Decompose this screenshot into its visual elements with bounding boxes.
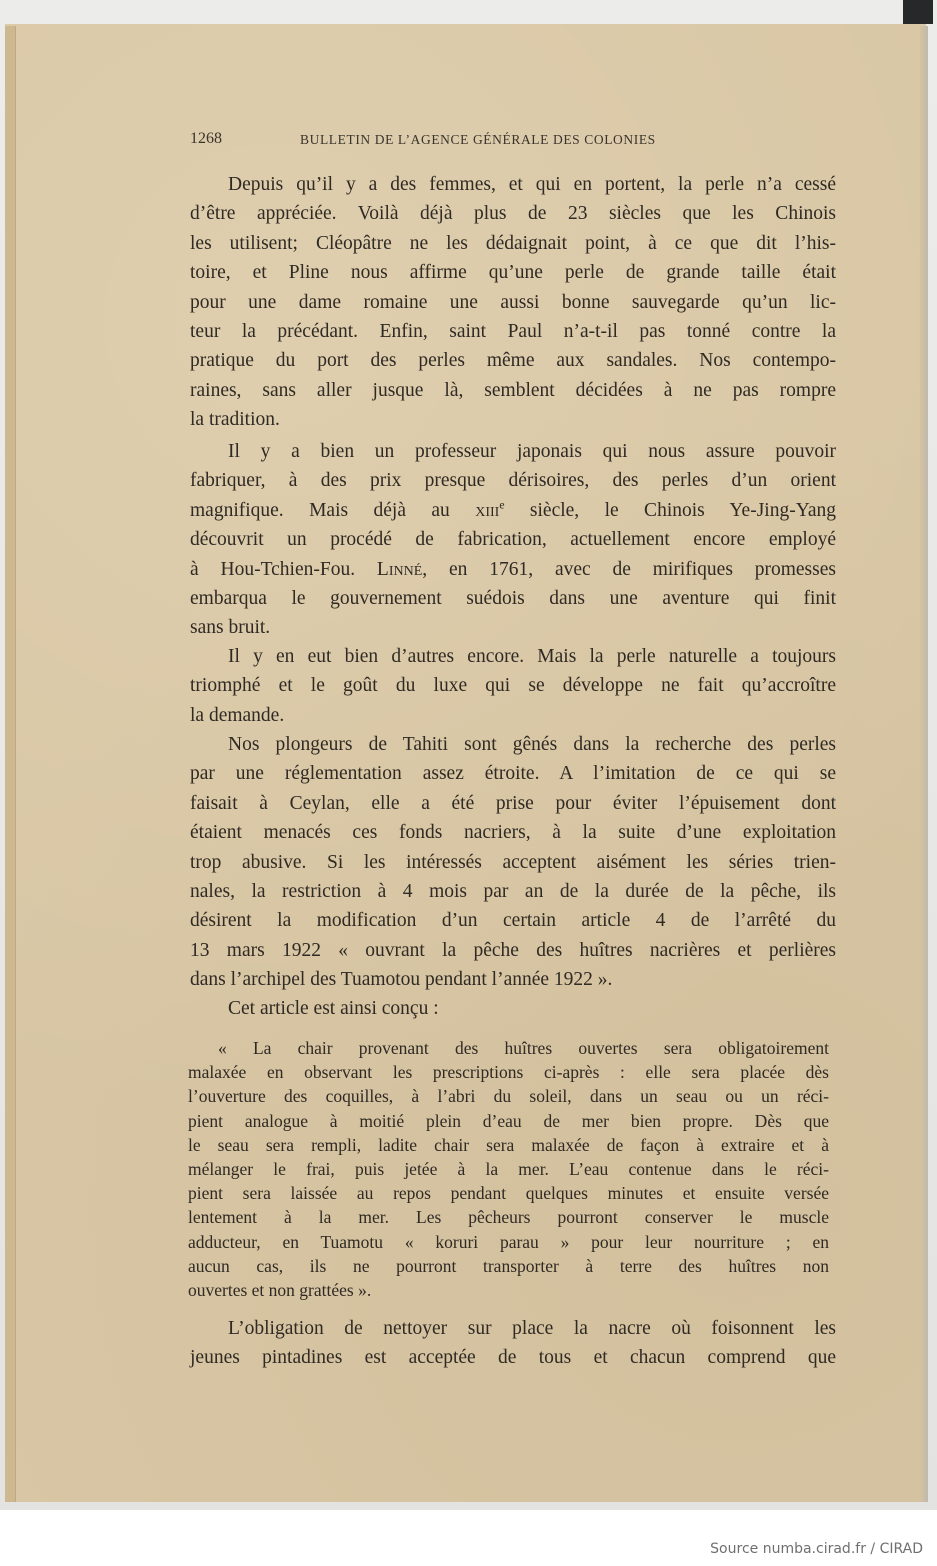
text-line: la tradition. [190,409,280,431]
text-line: ouvertes et non grattées ». [188,1279,372,1300]
paragraph-5 [190,994,836,1023]
text-line [190,496,836,525]
text-line: le seau sera rempli, ladite chair sera malaxée de façon à extraire et à [188,1134,829,1155]
text-line: lentement à la mer. Les pêcheurs pourront conserver le muscle [188,1207,829,1228]
text-line: pour une dame romaine une aussi bonne sauvegarde qu’un lic- [190,291,836,313]
text-segment: magnifique. Mais déjà au [190,499,476,521]
text-line: jeunes pintadines est acceptée de tous et chacun comprend que [190,1347,836,1369]
text-line: adducteur, en Tuamotu « koruri parau » pour leur nourriture ; en [188,1231,829,1252]
paragraph-4 [190,730,836,995]
text-line: triomphé et le goût du luxe qui se développe ne fait qu’accroître [190,675,836,697]
text-line: toire, et Pline nous affirme qu’une perle de grande taille était [190,262,836,284]
paragraph-2 [190,437,836,643]
text-line: trop abusive. Si les intéressés acceptent aisément les séries trien- [190,851,836,873]
text-line: Depuis qu’il y a des femmes, et qui en portent, la perle n’a cessé [228,174,836,195]
text-line: faisait à Ceylan, elle a été prise pour éviter l’épuisement dont [190,792,836,814]
block-quote [188,1036,829,1302]
page-edge-left [5,26,16,1502]
text-segment: à Hou-Tchien-Fou. [190,558,377,580]
text-segment: e [499,498,505,512]
page-number: 1268 [190,130,222,147]
text-line: les utilisent; Cléopâtre ne les dédaignait point, à ce que dit l’his- [190,232,836,254]
text-line: pient analogue à moitié plein d’eau de mer bien propre. Dès que [188,1110,829,1131]
scanner-edge [903,0,933,24]
text-segment: Linné [376,558,423,580]
text-line: pratique du port des perles même aux sandales. Nos contempo- [190,350,836,372]
text-segment: siècle, le Chinois Ye-Jing-Yang [504,499,836,521]
text-line: Il y a bien un professeur japonais qui nous assure pouvoir [228,441,836,462]
text-line: pient sera laissée au repos pendant quelques minutes et ensuite versée [188,1183,829,1204]
text-line: Il y en eut bien d’autres encore. Mais la perle naturelle a toujours [228,646,836,667]
text-line: par une réglementation assez étroite. A l’imitation de ce qui se [190,763,836,785]
text-line: l’ouverture des coquilles, à l’abri du soleil, dans un seau ou un réci- [188,1086,829,1107]
text-line: d’être appréciée. Voilà déjà plus de 23 siècles que les Chinois [190,203,836,225]
text-line: Cet article est ainsi conçu : [228,998,439,1019]
text-line: la demande. [190,704,285,726]
text-line: L’obligation de nettoyer sur place la nacre où foisonnent les [228,1318,836,1339]
text-segment: xiii [475,499,500,521]
text-line: embarqua le gouvernement suédois dans une aventure qui finit [190,587,836,609]
running-title: BULLETIN DE L’AGENCE GÉNÉRALE DES COLONIES [300,132,656,147]
source-credit: Source numba.cirad.fr / CIRAD [710,1541,923,1557]
text-line: « La chair provenant des huîtres ouvertes sera obligatoirement [218,1038,829,1058]
running-head [190,130,830,150]
text-line: mélanger le frai, puis jetée à la mer. L’eau contenue dans le réci- [188,1158,829,1179]
text-segment: , en 1761, avec de mirifiques promesses [422,558,836,580]
text-line: 13 mars 1922 « ouvrant la pêche des huîtres nacrières et perlières [190,939,836,961]
text-line: nales, la restriction à 4 mois par an de la durée de la pêche, ils [190,880,836,902]
text-line: teur la précédant. Enfin, saint Paul n’a-t-il pas tonné contre la [190,320,836,342]
text-line: dans l’archipel des Tuamotou pendant l’année 1922 ». [190,969,613,991]
closing-paragraph [190,1314,836,1373]
text-line [190,555,836,584]
text-line: découvrit un procédé de fabrication, actuellement encore employé [190,529,836,551]
paragraph-1 [190,170,836,435]
text-line: désirent la modification d’un certain article 4 de l’arrêté du [190,910,836,932]
text-line: étaient menacés ces fonds nacriers, à la suite d’une exploitation [190,822,836,844]
text-line: sans bruit. [190,617,271,639]
text-line: Nos plongeurs de Tahiti sont gênés dans la recherche des perles [228,734,836,755]
page-edge-right [920,26,928,1502]
text-line: raines, sans aller jusque là, semblent décidées à ne pas rompre [190,379,836,401]
text-line: fabriquer, à des prix presque dérisoires, des perles d’un orient [190,470,836,492]
text-line: aucun cas, ils ne pourront transporter à terre des huîtres non [188,1255,829,1276]
text-line: malaxée en observant les prescriptions ci-après : elle sera placée dès [188,1062,829,1083]
paragraph-3 [190,642,836,730]
